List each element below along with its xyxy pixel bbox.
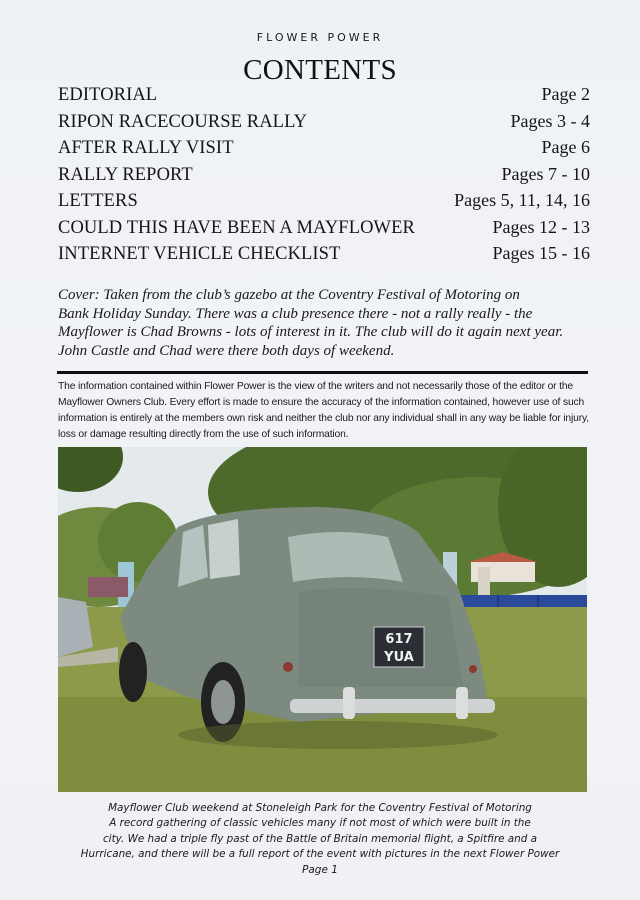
toc-entry-label: RALLY REPORT — [58, 164, 193, 185]
toc-entry — [58, 217, 590, 244]
toc-entry — [58, 137, 590, 164]
plate-line-1: 617 — [385, 632, 413, 647]
toc-entry-page: Pages 3 - 4 — [510, 110, 590, 131]
caption-line: Hurricane, and there will be a full report of the event with pictures in the next Flower Power — [80, 847, 560, 860]
toc-entry — [58, 243, 590, 270]
photo-caption — [60, 801, 580, 862]
disclaimer — [58, 379, 589, 443]
toc-entry — [58, 164, 590, 191]
cover-note — [58, 286, 598, 360]
toc-entry — [58, 190, 590, 217]
disclaimer-line: information is entirely at the members own risk and neither the club nor any individual shall in any way be liable for injury, — [58, 413, 589, 424]
cover-note-line: Mayflower is Chad Browns - lots of interest in it. The club will do it again next year. — [58, 324, 564, 340]
plate-line-2: YUA — [384, 650, 414, 665]
toc-entry-page: Page 2 — [541, 84, 590, 104]
cover-note-line: John Castle and Chad were there both days of weekend. — [58, 342, 395, 359]
toc-entry — [58, 111, 590, 138]
masthead: FLOWER POWER — [256, 31, 384, 44]
disclaimer-line: loss or damage resulting directly from the use of such information. — [58, 429, 349, 440]
toc-entry-label: COULD THIS HAVE BEEN A MAYFLOWER — [58, 217, 415, 238]
toc-entry-label: EDITORIAL — [58, 85, 158, 105]
toc-entry-page: Pages 12 - 13 — [492, 216, 590, 237]
cover-note-line: Cover: Taken from the club’s gazebo at the Coventry Festival of Motoring on — [58, 287, 520, 303]
cover-note-line: Bank Holiday Sunday. There was a club presence there - not a rally really - the — [58, 305, 533, 322]
caption-line: city. We had a triple fly past of the Battle of Britain memorial flight, a Spitfire and a — [102, 832, 538, 845]
toc-entry-page: Pages 7 - 10 — [501, 163, 590, 184]
page-number: Page 1 — [302, 864, 338, 876]
car-photo-illustration — [58, 447, 587, 792]
caption-line: Mayflower Club weekend at Stoneleigh Park for the Coventry Festival of Motoring — [108, 802, 532, 814]
toc-entry-label: LETTERS — [58, 191, 138, 211]
toc-entry-page: Pages 15 - 16 — [492, 243, 590, 263]
cover-photo — [58, 447, 587, 792]
toc-entry-page: Page 6 — [541, 137, 590, 157]
page-title: CONTENTS — [243, 54, 397, 86]
caption-line: A record gathering of classic vehicles many if not most of which were built in the — [109, 817, 531, 830]
table-of-contents — [58, 84, 590, 270]
toc-entry-page: Pages 5, 11, 14, 16 — [454, 190, 590, 210]
toc-entry-label: AFTER RALLY VISIT — [58, 138, 234, 158]
divider-rule — [57, 371, 588, 374]
toc-entry — [58, 84, 590, 111]
disclaimer-line: The information contained within Flower Power is the view of the writers and not necessarily those of the editor or the — [58, 381, 573, 392]
disclaimer-line: Mayflower Owners Club. Every effort is made to ensure the accuracy of the information contained, however use of such — [58, 397, 585, 408]
toc-entry-label: RIPON RACECOURSE RALLY — [58, 111, 308, 132]
toc-entry-label: INTERNET VEHICLE CHECKLIST — [58, 244, 341, 264]
